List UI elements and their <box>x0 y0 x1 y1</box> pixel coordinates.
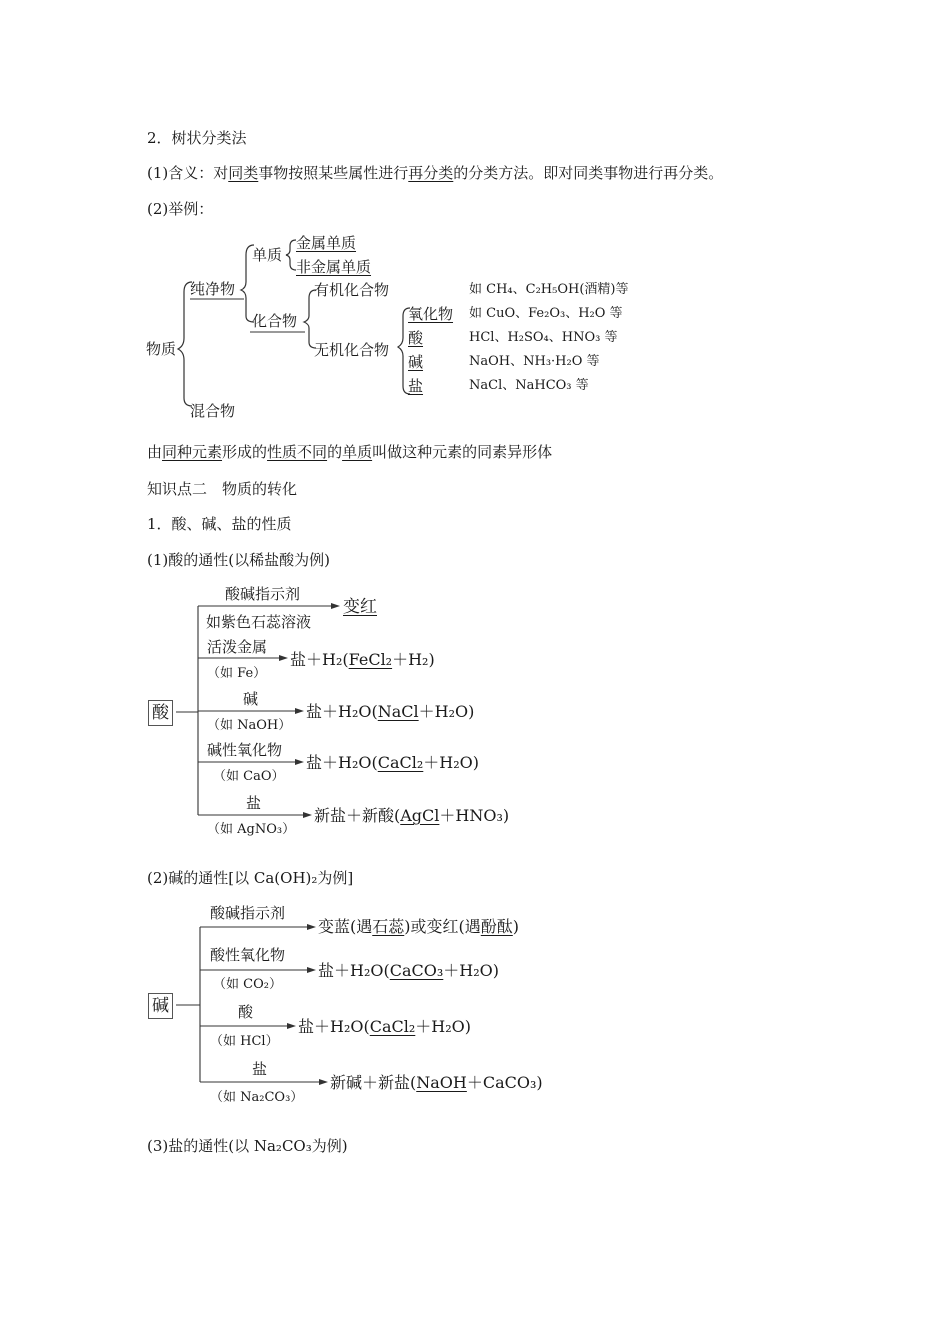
subsection-acid-base-salt: 1．酸、碱、盐的性质 <box>147 515 292 533</box>
acid-box: 酸 <box>148 700 173 726</box>
acid-r2-example: （如 Fe） <box>207 666 267 681</box>
base-r3-reagent: 酸 <box>238 1003 254 1021</box>
allotrope-same-element: 同种元素 <box>162 443 223 461</box>
salt-properties-title: (3)盐的通性(以 Na₂CO₃为例) <box>147 1137 348 1155</box>
base-r4-result: 新碱＋新盐(NaOH＋CaCO₃) <box>330 1073 543 1092</box>
allotrope-different-properties: 性质不同 <box>267 443 328 461</box>
allotrope-post: 叫做这种元素的同素异形体 <box>372 443 553 461</box>
acid-r1-result: 变红 <box>343 597 377 617</box>
base-r2-reagent: 酸性氧化物 <box>210 946 286 964</box>
acid-r4-result: 盐＋H₂O(CaCl₂＋H₂O) <box>306 753 480 772</box>
allotrope-element: 单质 <box>342 443 373 461</box>
acid-r3-example: （如 NaOH） <box>207 718 292 733</box>
tree-organic-compound: 有机化合物 <box>314 281 390 299</box>
tree-pure-substance: 纯净物 <box>190 280 236 298</box>
allotrope-pre: 由 <box>147 443 163 461</box>
tree-compound: 化合物 <box>252 312 298 330</box>
base-r3-example: （如 HCl） <box>210 1034 279 1049</box>
example-oxide: 如 CuO、Fe₂O₃、H₂O 等 <box>469 306 623 321</box>
base-r4-example: （如 Na₂CO₃） <box>210 1090 304 1105</box>
base-r2-example: （如 CO₂） <box>213 977 282 992</box>
definition-middle: 事物按照某些属性进行 <box>258 164 409 182</box>
acid-r3-reagent: 碱 <box>243 690 259 708</box>
base-properties-title: (2)碱的通性[以 Ca(OH)₂为例] <box>147 869 354 887</box>
underlined-term-same-kind: 同类 <box>228 164 259 182</box>
base-r1-reagent: 酸碱指示剂 <box>210 904 286 922</box>
tree-metal-element: 金属单质 <box>296 234 357 252</box>
tree-base: 碱 <box>408 353 424 371</box>
acid-r4-example: （如 CaO） <box>213 769 285 784</box>
base-r4-reagent: 盐 <box>252 1060 268 1078</box>
definition-suffix: 的分类方法。即对同类事物进行再分类。 <box>453 164 724 182</box>
tree-inorganic-compound: 无机化合物 <box>314 341 390 359</box>
tree-acid: 酸 <box>408 329 424 347</box>
example-label: (2)举例： <box>147 200 214 218</box>
acid-r2-result: 盐＋H₂(FeCl₂＋H₂) <box>290 650 435 669</box>
example-salt: NaCl、NaHCO₃ 等 <box>469 378 589 393</box>
definition-prefix: (1)含义：对 <box>147 164 229 182</box>
base-box: 碱 <box>148 993 173 1019</box>
tree-salt: 盐 <box>408 377 424 395</box>
acid-properties-title: (1)酸的通性(以稀盐酸为例) <box>147 551 330 569</box>
tree-mixture: 混合物 <box>190 402 236 420</box>
tree-element: 单质 <box>252 246 283 264</box>
base-r1-result: 变蓝(遇石蕊)或变红(遇酚酞) <box>318 917 520 936</box>
tree-oxide: 氧化物 <box>408 305 454 323</box>
acid-r3-result: 盐＋H₂O(NaCl＋H₂O) <box>306 702 475 721</box>
tree-nonmetal-element: 非金属单质 <box>296 258 372 276</box>
acid-r1-example: 如紫色石蕊溶液 <box>206 613 312 631</box>
section-heading-tree-classification: 2．树状分类法 <box>147 129 247 147</box>
tree-root: 物质 <box>146 340 177 358</box>
acid-r2-reagent: 活泼金属 <box>207 638 268 656</box>
base-r3-result: 盐＋H₂O(CaCl₂＋H₂O) <box>298 1017 472 1036</box>
knowledge-point-2-heading: 知识点二 物质的转化 <box>147 480 298 498</box>
allotrope-mid2: 的 <box>327 443 343 461</box>
example-base: NaOH、NH₃·H₂O 等 <box>469 354 600 369</box>
acid-r1-reagent: 酸碱指示剂 <box>225 585 301 603</box>
acid-r5-result: 新盐＋新酸(AgCl＋HNO₃) <box>314 806 510 825</box>
acid-r5-reagent: 盐 <box>246 794 262 812</box>
underlined-term-reclassify: 再分类 <box>408 164 454 182</box>
example-acid: HCl、H₂SO₄、HNO₃ 等 <box>469 330 618 345</box>
acid-r4-reagent: 碱性氧化物 <box>207 741 283 759</box>
base-r2-result: 盐＋H₂O(CaCO₃＋H₂O) <box>318 961 500 980</box>
acid-r5-example: （如 AgNO₃） <box>207 822 296 837</box>
allotrope-mid1: 形成的 <box>222 443 268 461</box>
example-organic: 如 CH₄、C₂H₅OH(酒精)等 <box>469 282 629 297</box>
